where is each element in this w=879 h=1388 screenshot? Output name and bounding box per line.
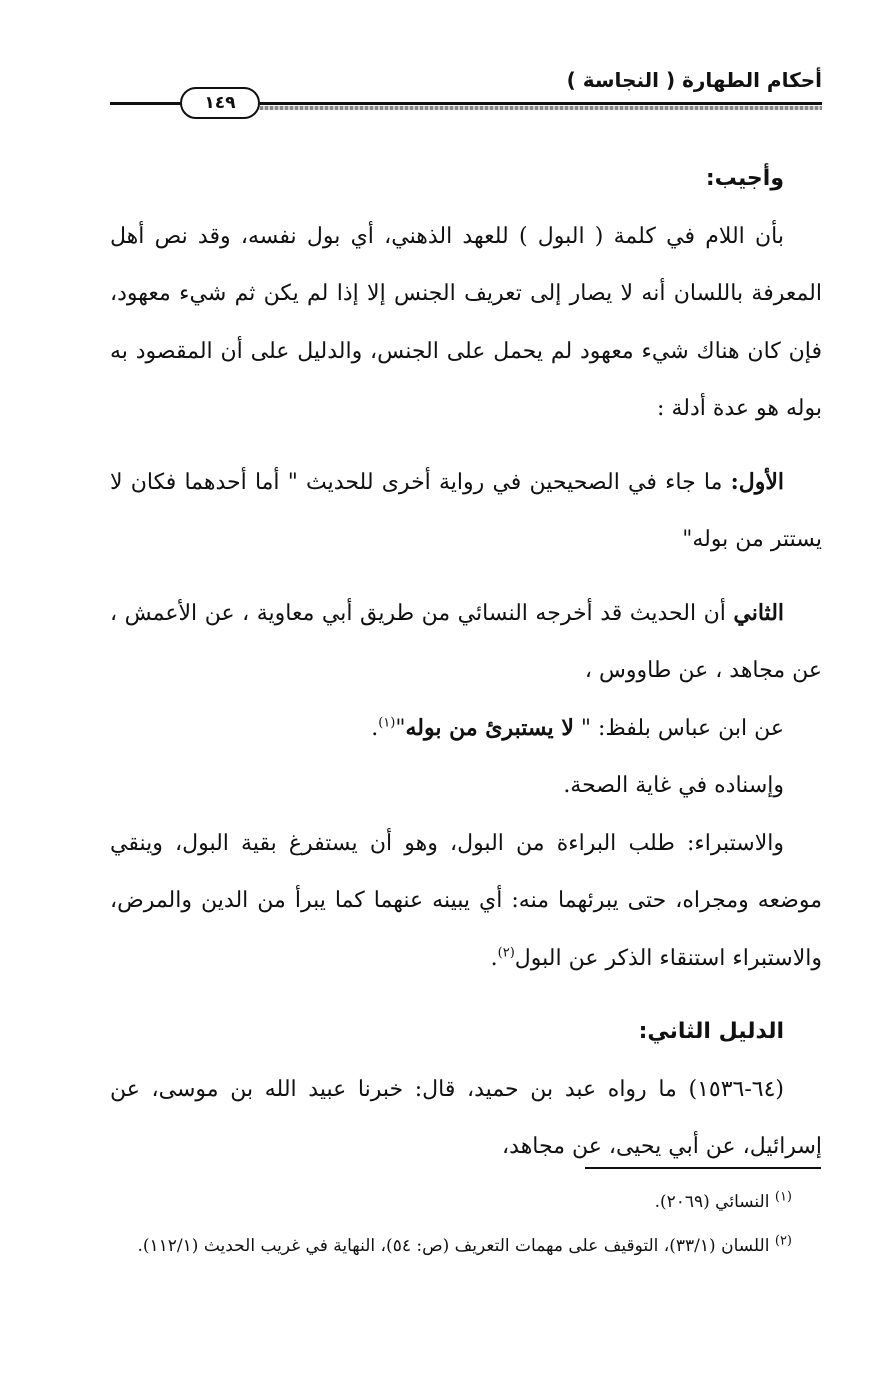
ibn-abbas-end: . bbox=[371, 715, 379, 741]
page-number: ١٤٩ bbox=[180, 87, 260, 119]
running-title: أحكام الطهارة ( النجاسة ) bbox=[566, 68, 822, 92]
ibn-abbas-suffix: " bbox=[395, 715, 406, 741]
paragraph-isnad: وإسناده في غاية الصحة. bbox=[563, 773, 784, 798]
first-text: ما جاء في الصحيحين في رواية أخرى للحديث " أما أحدهما فكان لا يستتر من بوله" bbox=[110, 469, 822, 552]
header-rule-shading bbox=[250, 106, 822, 110]
main-text bbox=[110, 150, 822, 1176]
footnote-ref-1: (١) bbox=[378, 715, 396, 731]
footnote-1 bbox=[110, 1180, 822, 1224]
footnote-2-marker: (٢) bbox=[774, 1233, 792, 1249]
heading-answer: وأجيب: bbox=[705, 166, 784, 191]
ibn-abbas-prefix: عن ابن عباس بلفظ: " bbox=[573, 715, 784, 741]
second-text: أن الحديث قد أخرجه النسائي من طريق أبي معاوية ، عن الأعمش ، عن مجاهد ، عن طاووس ، bbox=[110, 600, 822, 683]
ibn-abbas-quote: لا يستبرئ من بوله bbox=[405, 714, 574, 741]
spacer bbox=[110, 438, 822, 454]
istibra-text: والاستبراء: طلب البراءة من البول، وهو أن يستفرغ بقية البول، وينقي موضعه ومجراه، حتى يبرئهما منه: أي يبينه عنهما كما يبرأ من الدين والمرض، والاستبراء استنقاء الذكر عن البول bbox=[110, 830, 822, 971]
footnote-2-text: اللسان (٣٣/١)، التوقيف على مهمات التعريف (ص: ٥٤)، النهاية في غريب الحديث (١١٢/١). bbox=[137, 1236, 775, 1256]
footnote-1-marker: (١) bbox=[774, 1189, 792, 1205]
istibra-end: . bbox=[490, 945, 498, 971]
footnote-1-text: النسائي (٢٠٦٩). bbox=[654, 1192, 775, 1212]
footnote-ref-2: (٢) bbox=[497, 945, 515, 961]
paragraph-second-evidence bbox=[110, 585, 822, 700]
spacer bbox=[110, 987, 822, 1003]
footnote-2 bbox=[110, 1224, 822, 1268]
paragraph-narration: (٦٤-١٥٣٦) ما رواه عبد بن حميد، قال: خبرنا عبيد الله بن موسى، عن إسرائيل، عن أبي يحيى، عن مجاهد، bbox=[110, 1076, 822, 1159]
paragraph-lam-definition: بأن اللام في كلمة ( البول ) للعهد الذهني، أي بول نفسه، وقد نص أهل المعرفة باللسان أنه لا يصار إلى تعريف الجنس إلا إذا لم يكن ثم شيء معهود، فإن كان هناك شيء معهود لم يحمل على الجنس، والدليل على أن المقصود به بوله هو عدة أدلة : bbox=[110, 223, 822, 421]
paragraph-istibra bbox=[110, 815, 822, 988]
second-lead: الثاني bbox=[733, 599, 785, 626]
paragraph-first-evidence bbox=[110, 454, 822, 569]
paragraph-ibn-abbas bbox=[110, 700, 822, 758]
spacer bbox=[110, 569, 822, 585]
footnotes bbox=[110, 1180, 822, 1268]
heading-second-evidence: الدليل الثاني: bbox=[638, 1019, 784, 1044]
page-header bbox=[110, 60, 822, 120]
footnote-separator bbox=[585, 1167, 821, 1169]
first-lead: الأول: bbox=[730, 468, 784, 495]
